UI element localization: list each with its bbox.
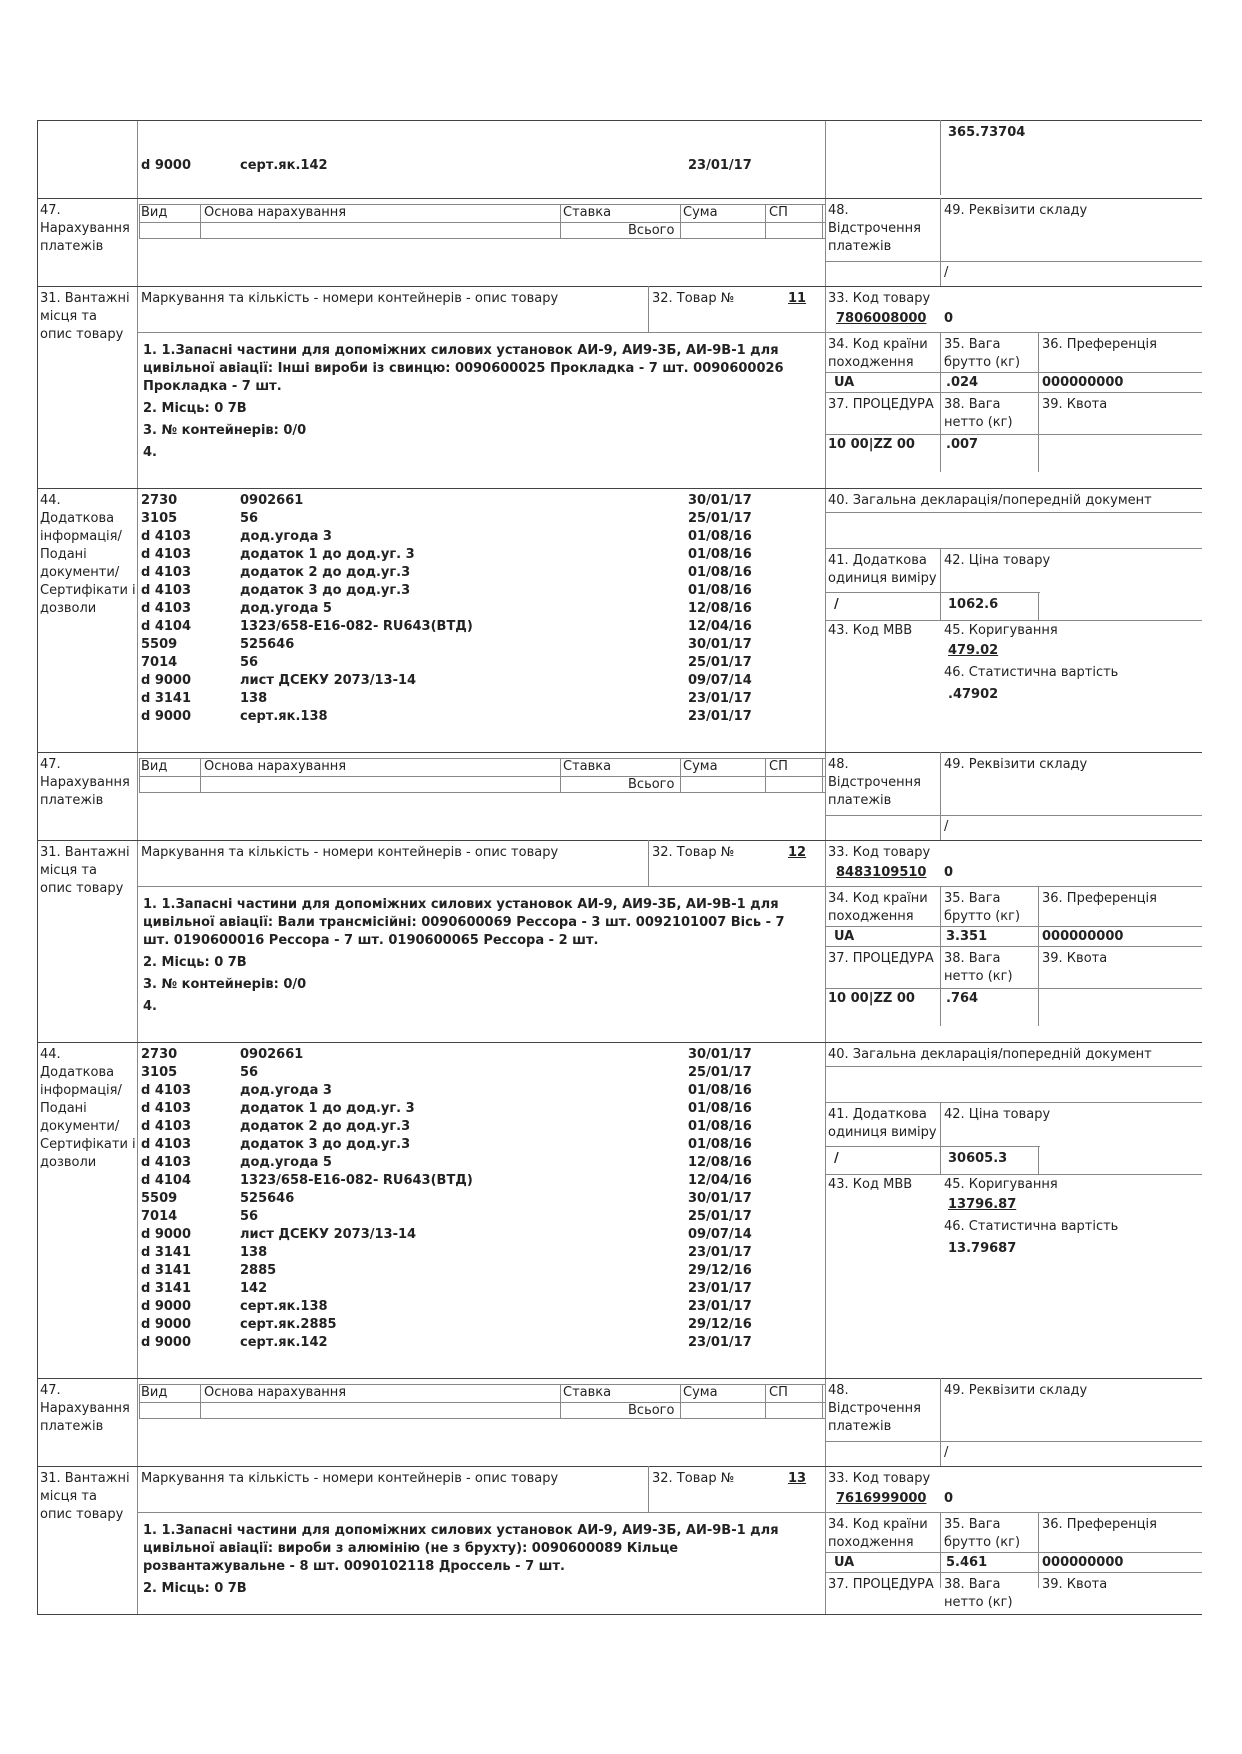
- doc-code: d 4103: [141, 1137, 192, 1152]
- column-divider: [940, 1512, 941, 1588]
- unit-value: /: [834, 1151, 839, 1166]
- col-suma-label: Сума: [683, 759, 718, 774]
- field-32-label: 32. Товар №: [652, 291, 735, 306]
- payment-grid-border: [139, 204, 140, 238]
- row-line: [137, 332, 825, 333]
- correction-value: 13796.87: [948, 1197, 1017, 1212]
- doc-name: додаток 2 до дод.уг.3: [240, 565, 411, 580]
- row-line: [825, 434, 1202, 435]
- payment-grid-row: [139, 222, 825, 223]
- field-36-label: 36. Преференція: [1042, 337, 1157, 352]
- doc-code: d 3141: [141, 1245, 192, 1260]
- col-stavka-label: Ставка: [563, 1385, 612, 1400]
- doc-code: d 4103: [141, 565, 192, 580]
- total-label: Всього: [628, 223, 675, 238]
- field-49-label: 49. Реквізити складу: [944, 757, 1088, 772]
- field-37-label: 37. ПРОЦЕДУРА: [828, 951, 934, 966]
- country-code: UA: [834, 1555, 855, 1570]
- doc-name: 1323/658-E16-082- RU643(ВТД): [240, 1173, 473, 1188]
- procedure-code: 10 00|ZZ 00: [828, 437, 915, 452]
- doc-date: 29/12/16: [688, 1263, 752, 1278]
- field-31-label: 31. Вантажні місця та опис товару: [40, 291, 130, 342]
- payment-grid-col: [822, 758, 823, 792]
- doc-date: 25/01/17: [688, 1065, 752, 1080]
- net-weight: .764: [946, 991, 979, 1006]
- row-line: [137, 886, 825, 887]
- country-code: UA: [834, 929, 855, 944]
- doc-date: 01/08/16: [688, 1101, 752, 1116]
- doc-name: додаток 3 до дод.уг.3: [240, 1137, 411, 1152]
- payment-grid-bottom: [139, 792, 825, 793]
- doc-date: 01/08/16: [688, 547, 752, 562]
- doc-name: додаток 1 до дод.уг. 3: [240, 1101, 415, 1116]
- block31-top: [37, 286, 1202, 287]
- col-sp-label: СП: [769, 759, 788, 774]
- payment-grid-col: [200, 758, 201, 792]
- doc-code: d 3141: [141, 1263, 192, 1278]
- field-49-label: 49. Реквізити складу: [944, 1383, 1088, 1398]
- doc-name: 56: [240, 1209, 259, 1224]
- field-4: 4.: [143, 445, 157, 460]
- field-47-label: 47. Нарахування платежів: [40, 1383, 130, 1434]
- doc-code: d 9000: [141, 1227, 192, 1242]
- doc-code: d 4103: [141, 1101, 192, 1116]
- doc-date: 01/08/16: [688, 583, 752, 598]
- doc-name: 56: [240, 511, 259, 526]
- col-vyd-label: Вид: [141, 205, 168, 220]
- row-line: [825, 620, 1202, 621]
- payment-grid-col: [680, 204, 681, 238]
- column-divider: [940, 198, 941, 286]
- field-37-label: 37. ПРОЦЕДУРА: [828, 397, 934, 412]
- field-40-label: 40. Загальна декларація/попередній документ: [828, 1047, 1152, 1062]
- doc-code: 2730: [141, 1047, 178, 1062]
- doc-code: 2730: [141, 493, 178, 508]
- column-divider: [1038, 592, 1039, 620]
- places-count: 2. Місць: 0 7В: [143, 1581, 247, 1596]
- payment-grid-bottom: [139, 238, 825, 239]
- doc-name: лист ДСЕКУ 2073/13-14: [240, 1227, 417, 1242]
- top-value: 365.73704: [948, 125, 1026, 140]
- doc-date: 09/07/14: [688, 673, 752, 688]
- column-divider: [940, 120, 941, 195]
- col-stavka-label: Ставка: [563, 205, 612, 220]
- doc-name: додаток 3 до дод.уг.3: [240, 583, 411, 598]
- payment-grid-col: [822, 204, 823, 238]
- payment-grid-col: [680, 1384, 681, 1418]
- field-48-label: 48. Відстрочення платежів: [828, 1383, 921, 1434]
- field-43-label: 43. Код МВВ: [828, 623, 913, 638]
- payment-grid-bottom: [139, 1418, 825, 1419]
- block31-top: [37, 840, 1202, 841]
- marking-label: Маркування та кількість - номери контейнерів - опис товару: [141, 291, 559, 306]
- doc-code: d 9000: [141, 673, 192, 688]
- field-48-label: 48. Відстрочення платежів: [828, 203, 921, 254]
- column-divider: [1038, 886, 1039, 1026]
- column-divider: [648, 1466, 649, 1512]
- col-suma-label: Сума: [683, 205, 718, 220]
- row-line: [825, 1174, 1202, 1175]
- field-36-label: 36. Преференція: [1042, 1517, 1157, 1532]
- field-48-label: 48. Відстрочення платежів: [828, 757, 921, 808]
- field-38-label: 38. Вага нетто (кг): [944, 397, 1013, 430]
- field-34-label: 34. Код країни походження: [828, 891, 928, 924]
- column-divider: [940, 1378, 941, 1466]
- col-osnova-label: Основа нарахування: [204, 205, 347, 220]
- field-38-label: 38. Вага нетто (кг): [944, 951, 1013, 984]
- doc-name: додаток 1 до дод.уг. 3: [240, 547, 415, 562]
- total-label: Всього: [628, 1403, 675, 1418]
- goods-code: 7806008000: [836, 311, 927, 326]
- field-35-label: 35. Вага брутто (кг): [944, 337, 1021, 370]
- goods-description: 1. 1.Запасні частини для допоміжних силових установок АИ-9, АИ9-3Б, АИ-9В-1 для цивільної авіації: Інші вироби із свинцю: 0090600025 Прокладка - 7 шт. 0090600026 Прокладка - 7 шт.: [143, 343, 784, 394]
- doc-code: d 4103: [141, 1119, 192, 1134]
- doc-name: серт.як.142: [240, 1335, 328, 1350]
- doc-date: 01/08/16: [688, 1083, 752, 1098]
- field-44-label: 44. Додаткова інформація/ Подані документи/ Сертифікати і дозволи: [40, 493, 136, 616]
- doc-name: 0902661: [240, 1047, 304, 1062]
- row-line: [825, 1512, 1202, 1513]
- doc-code: d 4103: [141, 1155, 192, 1170]
- block47-top: [37, 752, 1202, 753]
- doc-date: 30/01/17: [688, 637, 752, 652]
- column-divider: [648, 840, 649, 886]
- col-osnova-label: Основа нарахування: [204, 1385, 347, 1400]
- row-line: [825, 1572, 1202, 1573]
- row-line: [825, 1102, 1202, 1103]
- field-40-label: 40. Загальна декларація/попередній документ: [828, 493, 1152, 508]
- field-47-label: 47. Нарахування платежів: [40, 203, 130, 254]
- item-number: 11: [788, 291, 807, 306]
- net-weight: .007: [946, 437, 979, 452]
- field-39-label: 39. Квота: [1042, 397, 1108, 412]
- row-line: [825, 886, 1202, 887]
- col-vyd-label: Вид: [141, 759, 168, 774]
- price-value: 30605.3: [948, 1151, 1008, 1166]
- field-34-label: 34. Код країни походження: [828, 1517, 928, 1550]
- doc-date: 01/08/16: [688, 529, 752, 544]
- payment-grid-col: [560, 204, 561, 238]
- column-divider: [940, 752, 941, 840]
- doc-date: 30/01/17: [688, 1047, 752, 1062]
- doc-date: 30/01/17: [688, 493, 752, 508]
- top-doc-name: серт.як.142: [240, 158, 328, 173]
- doc-date: 12/08/16: [688, 1155, 752, 1170]
- doc-code: d 4104: [141, 619, 192, 634]
- field-41-label: 41. Додаткова одиниця виміру: [828, 1107, 937, 1140]
- field-42-label: 42. Ціна товару: [944, 553, 1051, 568]
- col-suma-label: Сума: [683, 1385, 718, 1400]
- payment-grid-col: [765, 204, 766, 238]
- country-code: UA: [834, 375, 855, 390]
- top-doc-date: 23/01/17: [688, 158, 752, 173]
- payment-grid-col: [560, 1384, 561, 1418]
- field-37-label: 37. ПРОЦЕДУРА: [828, 1577, 934, 1592]
- field-33-label: 33. Код товару: [828, 845, 931, 860]
- marking-label: Маркування та кількість - номери контейнерів - опис товару: [141, 1471, 559, 1486]
- payment-grid-border: [139, 758, 140, 792]
- gross-weight: 5.461: [946, 1555, 988, 1570]
- row-line: [825, 1441, 1202, 1442]
- doc-code: d 4103: [141, 601, 192, 616]
- doc-name: дод.угода 5: [240, 601, 332, 616]
- payment-grid-col: [680, 758, 681, 792]
- payment-grid-border: [139, 1384, 140, 1418]
- payment-grid-col: [560, 758, 561, 792]
- col-stavka-label: Ставка: [563, 759, 612, 774]
- doc-name: дод.угода 5: [240, 1155, 332, 1170]
- doc-name: дод.угода 3: [240, 1083, 332, 1098]
- doc-code: d 3141: [141, 691, 192, 706]
- field-31-label: 31. Вантажні місця та опис товару: [40, 1471, 130, 1522]
- field-49-slash: /: [944, 1445, 949, 1460]
- doc-code: d 9000: [141, 1317, 192, 1332]
- doc-date: 23/01/17: [688, 691, 752, 706]
- statistical-value: .47902: [948, 687, 999, 702]
- row-line: [825, 1146, 1040, 1147]
- row-line: [825, 988, 1202, 989]
- row-line: [825, 392, 1202, 393]
- block44-top: [37, 488, 1202, 489]
- field-35-label: 35. Вага брутто (кг): [944, 1517, 1021, 1550]
- doc-code: 3105: [141, 1065, 178, 1080]
- doc-code: 5509: [141, 637, 178, 652]
- row-line: [825, 1066, 1202, 1067]
- row-line: [825, 592, 1040, 593]
- row-line: [825, 1552, 1202, 1553]
- field-41-label: 41. Додаткова одиниця виміру: [828, 553, 937, 586]
- block47-top: [37, 1378, 1202, 1379]
- doc-code: d 4104: [141, 1173, 192, 1188]
- procedure-code: 10 00|ZZ 00: [828, 991, 915, 1006]
- column-divider: [1038, 1512, 1039, 1588]
- doc-code: 7014: [141, 1209, 178, 1224]
- doc-code: 5509: [141, 1191, 178, 1206]
- table-bottom-border: [37, 1614, 1202, 1615]
- field-49-slash: /: [944, 819, 949, 834]
- doc-name: 0902661: [240, 493, 304, 508]
- doc-date: 01/08/16: [688, 1119, 752, 1134]
- total-label: Всього: [628, 777, 675, 792]
- containers: 3. № контейнерів: 0/0: [143, 423, 307, 438]
- row-line: [825, 926, 1202, 927]
- doc-name: 56: [240, 655, 259, 670]
- doc-code: 3105: [141, 511, 178, 526]
- doc-name: 56: [240, 1065, 259, 1080]
- doc-date: 23/01/17: [688, 1281, 752, 1296]
- field-32-label: 32. Товар №: [652, 845, 735, 860]
- payment-grid-row: [139, 776, 825, 777]
- doc-date: 25/01/17: [688, 655, 752, 670]
- col-sp-label: СП: [769, 205, 788, 220]
- doc-name: серт.як.138: [240, 709, 328, 724]
- doc-code: d 9000: [141, 1335, 192, 1350]
- doc-code: d 4103: [141, 547, 192, 562]
- doc-date: 29/12/16: [688, 1317, 752, 1332]
- block31-top: [37, 1466, 1202, 1467]
- field-49-label: 49. Реквізити складу: [944, 203, 1088, 218]
- doc-date: 30/01/17: [688, 1191, 752, 1206]
- block44-top: [37, 1042, 1202, 1043]
- row-line: [825, 512, 1202, 513]
- row-line: [825, 372, 1202, 373]
- doc-name: серт.як.2885: [240, 1317, 337, 1332]
- goods-code-suffix: 0: [944, 311, 954, 326]
- doc-name: 525646: [240, 1191, 295, 1206]
- payment-grid-col: [822, 1384, 823, 1418]
- doc-date: 12/04/16: [688, 1173, 752, 1188]
- field-47-label: 47. Нарахування платежів: [40, 757, 130, 808]
- doc-name: 138: [240, 691, 268, 706]
- row-line: [825, 815, 1202, 816]
- payment-grid-col: [200, 204, 201, 238]
- doc-date: 01/08/16: [688, 565, 752, 580]
- statistical-value: 13.79687: [948, 1241, 1017, 1256]
- row-line: [825, 548, 1202, 549]
- field-44-label: 44. Додаткова інформація/ Подані документи/ Сертифікати і дозволи: [40, 1047, 136, 1170]
- field-33-label: 33. Код товару: [828, 1471, 931, 1486]
- field-38-label: 38. Вага нетто (кг): [944, 1577, 1013, 1610]
- col-vyd-label: Вид: [141, 1385, 168, 1400]
- payment-grid-col: [765, 758, 766, 792]
- field-46-label: 46. Статистична вартість: [944, 1219, 1119, 1234]
- places-count: 2. Місць: 0 7В: [143, 955, 247, 970]
- column-divider: [940, 886, 941, 1026]
- doc-date: 09/07/14: [688, 1227, 752, 1242]
- top-border: [37, 120, 1202, 121]
- gross-weight: 3.351: [946, 929, 988, 944]
- doc-date: 25/01/17: [688, 511, 752, 526]
- doc-date: 23/01/17: [688, 1335, 752, 1350]
- doc-name: лист ДСЕКУ 2073/13-14: [240, 673, 417, 688]
- goods-code-suffix: 0: [944, 1491, 954, 1506]
- row-line: [825, 946, 1202, 947]
- field-49-slash: /: [944, 265, 949, 280]
- doc-name: 525646: [240, 637, 295, 652]
- doc-name: серт.як.138: [240, 1299, 328, 1314]
- field-4: 4.: [143, 999, 157, 1014]
- preference: 000000000: [1042, 1555, 1124, 1570]
- doc-date: 23/01/17: [688, 1245, 752, 1260]
- row-line: [825, 332, 1202, 333]
- field-31-label: 31. Вантажні місця та опис товару: [40, 845, 130, 896]
- price-value: 1062.6: [948, 597, 999, 612]
- item-number: 13: [788, 1471, 807, 1486]
- payment-grid-col: [765, 1384, 766, 1418]
- item-number: 12: [788, 845, 807, 860]
- doc-date: 01/08/16: [688, 1137, 752, 1152]
- places-count: 2. Місць: 0 7В: [143, 401, 247, 416]
- field-33-label: 33. Код товару: [828, 291, 931, 306]
- doc-name: 138: [240, 1245, 268, 1260]
- doc-name: 2885: [240, 1263, 277, 1278]
- column-divider: [1038, 332, 1039, 472]
- marking-label: Маркування та кількість - номери контейнерів - опис товару: [141, 845, 559, 860]
- payment-grid-col: [200, 1384, 201, 1418]
- doc-date: 23/01/17: [688, 709, 752, 724]
- col-osnova-label: Основа нарахування: [204, 759, 347, 774]
- unit-value: /: [834, 597, 839, 612]
- doc-code: d 9000: [141, 709, 192, 724]
- column-divider: [940, 332, 941, 472]
- doc-name: дод.угода 3: [240, 529, 332, 544]
- goods-description: 1. 1.Запасні частини для допоміжних силових установок АИ-9, АИ9-3Б, АИ-9В-1 для цивільної авіації: вироби з алюмінію (не з брухту): 0090600089 Кільце розвантажувальне - 8 шт. 0090102118 Дроссель - 7 шт.: [143, 1523, 779, 1574]
- field-34-label: 34. Код країни походження: [828, 337, 928, 370]
- field-39-label: 39. Квота: [1042, 951, 1108, 966]
- doc-code: d 4103: [141, 583, 192, 598]
- gross-weight: .024: [946, 375, 979, 390]
- doc-code: 7014: [141, 655, 178, 670]
- field-42-label: 42. Ціна товару: [944, 1107, 1051, 1122]
- column-divider: [825, 120, 826, 1615]
- doc-name: 1323/658-E16-082- RU643(ВТД): [240, 619, 473, 634]
- field-39-label: 39. Квота: [1042, 1577, 1108, 1592]
- field-43-label: 43. Код МВВ: [828, 1177, 913, 1192]
- field-35-label: 35. Вага брутто (кг): [944, 891, 1021, 924]
- goods-code: 7616999000: [836, 1491, 927, 1506]
- column-divider: [137, 120, 138, 1615]
- field-45-label: 45. Коригування: [944, 1177, 1058, 1192]
- col-sp-label: СП: [769, 1385, 788, 1400]
- column-divider: [940, 548, 941, 620]
- block47-top: [37, 198, 1202, 199]
- payment-grid-row: [139, 1402, 825, 1403]
- preference: 000000000: [1042, 929, 1124, 944]
- goods-code-suffix: 0: [944, 865, 954, 880]
- goods-description: 1. 1.Запасні частини для допоміжних силових установок АИ-9, АИ9-3Б, АИ-9В-1 для цивільної авіації: Вали трансмісійні: 0090600069 Рессора - 3 шт. 0092101007 Вісь - 7 шт. 0190600016 Рессора - 7 шт. 0190600065 Рессора - 2 шт.: [143, 897, 785, 948]
- table-left-border: [37, 120, 38, 1615]
- doc-name: додаток 2 до дод.уг.3: [240, 1119, 411, 1134]
- doc-code: d 4103: [141, 1083, 192, 1098]
- column-divider: [940, 1102, 941, 1174]
- goods-code: 8483109510: [836, 865, 927, 880]
- row-line: [137, 1512, 825, 1513]
- doc-code: d 4103: [141, 529, 192, 544]
- row-line: [825, 261, 1202, 262]
- field-36-label: 36. Преференція: [1042, 891, 1157, 906]
- top-doc-code: d 9000: [141, 158, 192, 173]
- doc-date: 12/04/16: [688, 619, 752, 634]
- column-divider: [648, 286, 649, 332]
- field-32-label: 32. Товар №: [652, 1471, 735, 1486]
- doc-date: 12/08/16: [688, 601, 752, 616]
- containers: 3. № контейнерів: 0/0: [143, 977, 307, 992]
- doc-code: d 3141: [141, 1281, 192, 1296]
- correction-value: 479.02: [948, 643, 999, 658]
- preference: 000000000: [1042, 375, 1124, 390]
- column-divider: [1038, 1146, 1039, 1174]
- field-46-label: 46. Статистична вартість: [944, 665, 1119, 680]
- doc-name: 142: [240, 1281, 268, 1296]
- doc-date: 25/01/17: [688, 1209, 752, 1224]
- doc-date: 23/01/17: [688, 1299, 752, 1314]
- doc-code: d 9000: [141, 1299, 192, 1314]
- field-45-label: 45. Коригування: [944, 623, 1058, 638]
